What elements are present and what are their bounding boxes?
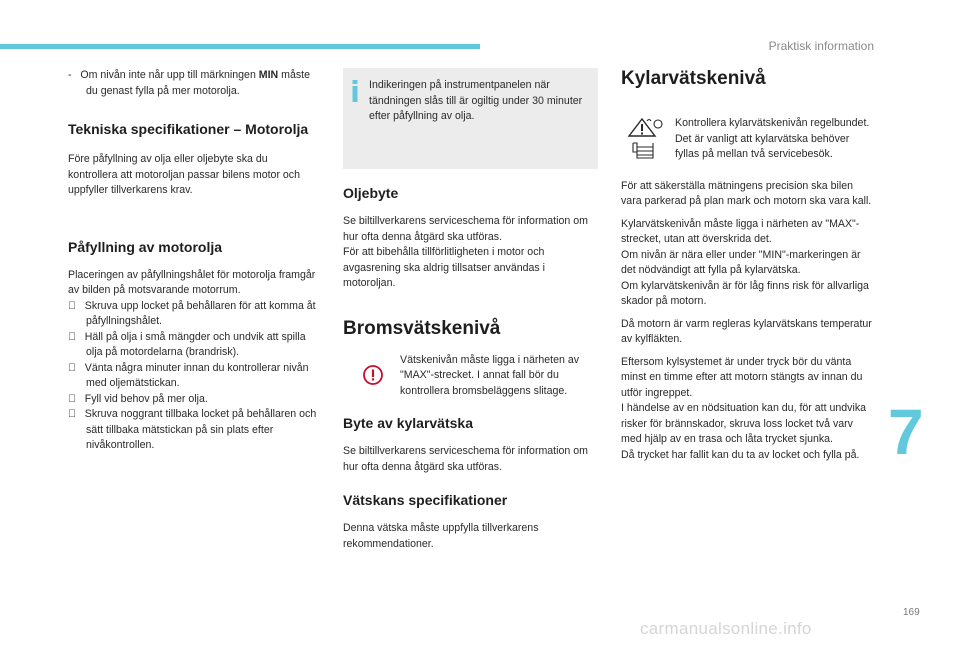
heading-coolant-level: Kylarvätskenivå [621, 68, 766, 89]
oil-spec-text: Före påfyllning av olja eller oljebyte ska du kontrollera att motoroljan passar bilens motor och uppfyller tillverkarens krav. [68, 153, 300, 196]
coolant-paragraph-3: Då motorn är varm regleras kylarvätskans temperatur av kylfläkten. [621, 317, 872, 345]
coolant-paragraph-1: För att säkerställa mätningens precision ska bilen vara parkerad på plan mark och motorn ska vara kall. [621, 179, 872, 207]
oil-refill-step: Vänta några minuter innan du kontrollerar nivån med oljemätstickan. [68, 361, 301, 389]
header-accent-bar [0, 44, 480, 49]
coolant-paragraph-2b: Om nivån är nära eller under "MIN"-markeringen är det nödvändigt att fylla på kylarvätska. [621, 248, 861, 276]
info-icon [349, 80, 361, 102]
info-box [343, 68, 598, 169]
oil-change-text-1: Se biltillverkarens serviceschema för information om hur ofta denna åtgärd ska utföras. [343, 215, 588, 243]
heading-oil-spec: Tekniska specifikationer – Motorolja [68, 121, 309, 137]
coolant-paragraph-4c: Då trycket har fallit kan du ta av locket och fylla på. [621, 448, 860, 461]
coolant-paragraph-2c: Om kylarvätskenivån är för låg finns risk för allvarliga skador på motorn. [621, 279, 869, 307]
column-middle [343, 68, 598, 552]
column-right [621, 68, 876, 463]
coolant-paragraph-2a: Kylarvätskenivån måste ligga i närheten av "MAX"-strecket, utan att överskrida det. [621, 217, 860, 245]
info-box-text: Indikeringen på instrumentpanelen när tändningen slås till är ogiltig under 30 minuter efter påfyllning av olja. [369, 79, 583, 122]
section-title: Praktisk information [768, 39, 874, 53]
oil-refill-step: Skruva noggrant tillbaka locket på behållaren och sätt tillbaka mätstickan på sin plats efter nivåkontrollen. [68, 408, 309, 451]
heading-oil-change: Oljebyte [343, 185, 399, 201]
brake-warning [343, 353, 598, 400]
column-left [68, 68, 318, 454]
coolant-change-text: Se biltillverkarens serviceschema för information om hur ofta denna åtgärd ska utföras. [343, 445, 588, 473]
coolant-icon-note [621, 116, 876, 166]
fluid-spec-text: Denna vätska måste uppfylla tillverkarens rekommendationer. [343, 522, 539, 550]
oil-refill-step: Fyll vid behov på mer olja. [68, 392, 200, 405]
coolant-refill-text: Det är vanligt att kylarvätska behöver fyllas på mellan två servicebesök. [675, 132, 850, 160]
page-number: 169 [903, 607, 920, 618]
heading-brake-fluid: Bromsvätskenivå [343, 317, 501, 339]
heading-fluid-spec: Vätskans specifikationer [343, 492, 508, 508]
brake-warning-text: Vätskenivån måste ligga i närheten av "MAX"-strecket. I annat fall bör du kontrollera bromsbeläggens slitage. [400, 353, 580, 397]
coolant-paragraph-4b: I händelse av en nödsituation kan du, för att undvika risker för brännskador, skruva loss locket två varv med hjälp av en trasa och låta trycket sjunka. [621, 402, 867, 445]
chapter-number: 7 [888, 396, 924, 468]
oil-refill-intro: Placeringen av påfyllningshålet för motorolja framgår av bilden på motsvarande motorrum. [68, 268, 316, 296]
watermark: carmanualsonline.info [640, 619, 812, 638]
min-level-note: - Om nivån inte når upp till märkningen MIN måste du genast fylla på mer motorolja. [68, 69, 310, 97]
warning-icon [363, 365, 383, 385]
heading-coolant-change: Byte av kylarvätska [343, 415, 473, 431]
coolant-paragraph-4a: Eftersom kylsystemet är under tryck bör du vänta minst en timme efter att motorn stängts av innan du utför ingreppet. [621, 355, 863, 399]
oil-change-text-2: För att bibehålla tillförlitligheten i motor och avgasrening ska aldrig tillsatser användas i motoroljan. [343, 246, 545, 289]
coolant-check-text: Kontrollera kylarvätskenivån regelbundet. [675, 117, 870, 129]
oil-refill-step: Häll på olja i små mängder och undvik att spilla olja på motordelarna (brandrisk). [68, 330, 318, 358]
oil-refill-step: Skruva upp locket på behållaren för att komma åt påfyllningshålet. [68, 299, 308, 327]
hot-coolant-warning-icon [625, 116, 665, 160]
heading-oil-refill: Påfyllning av motorolja [68, 238, 223, 255]
